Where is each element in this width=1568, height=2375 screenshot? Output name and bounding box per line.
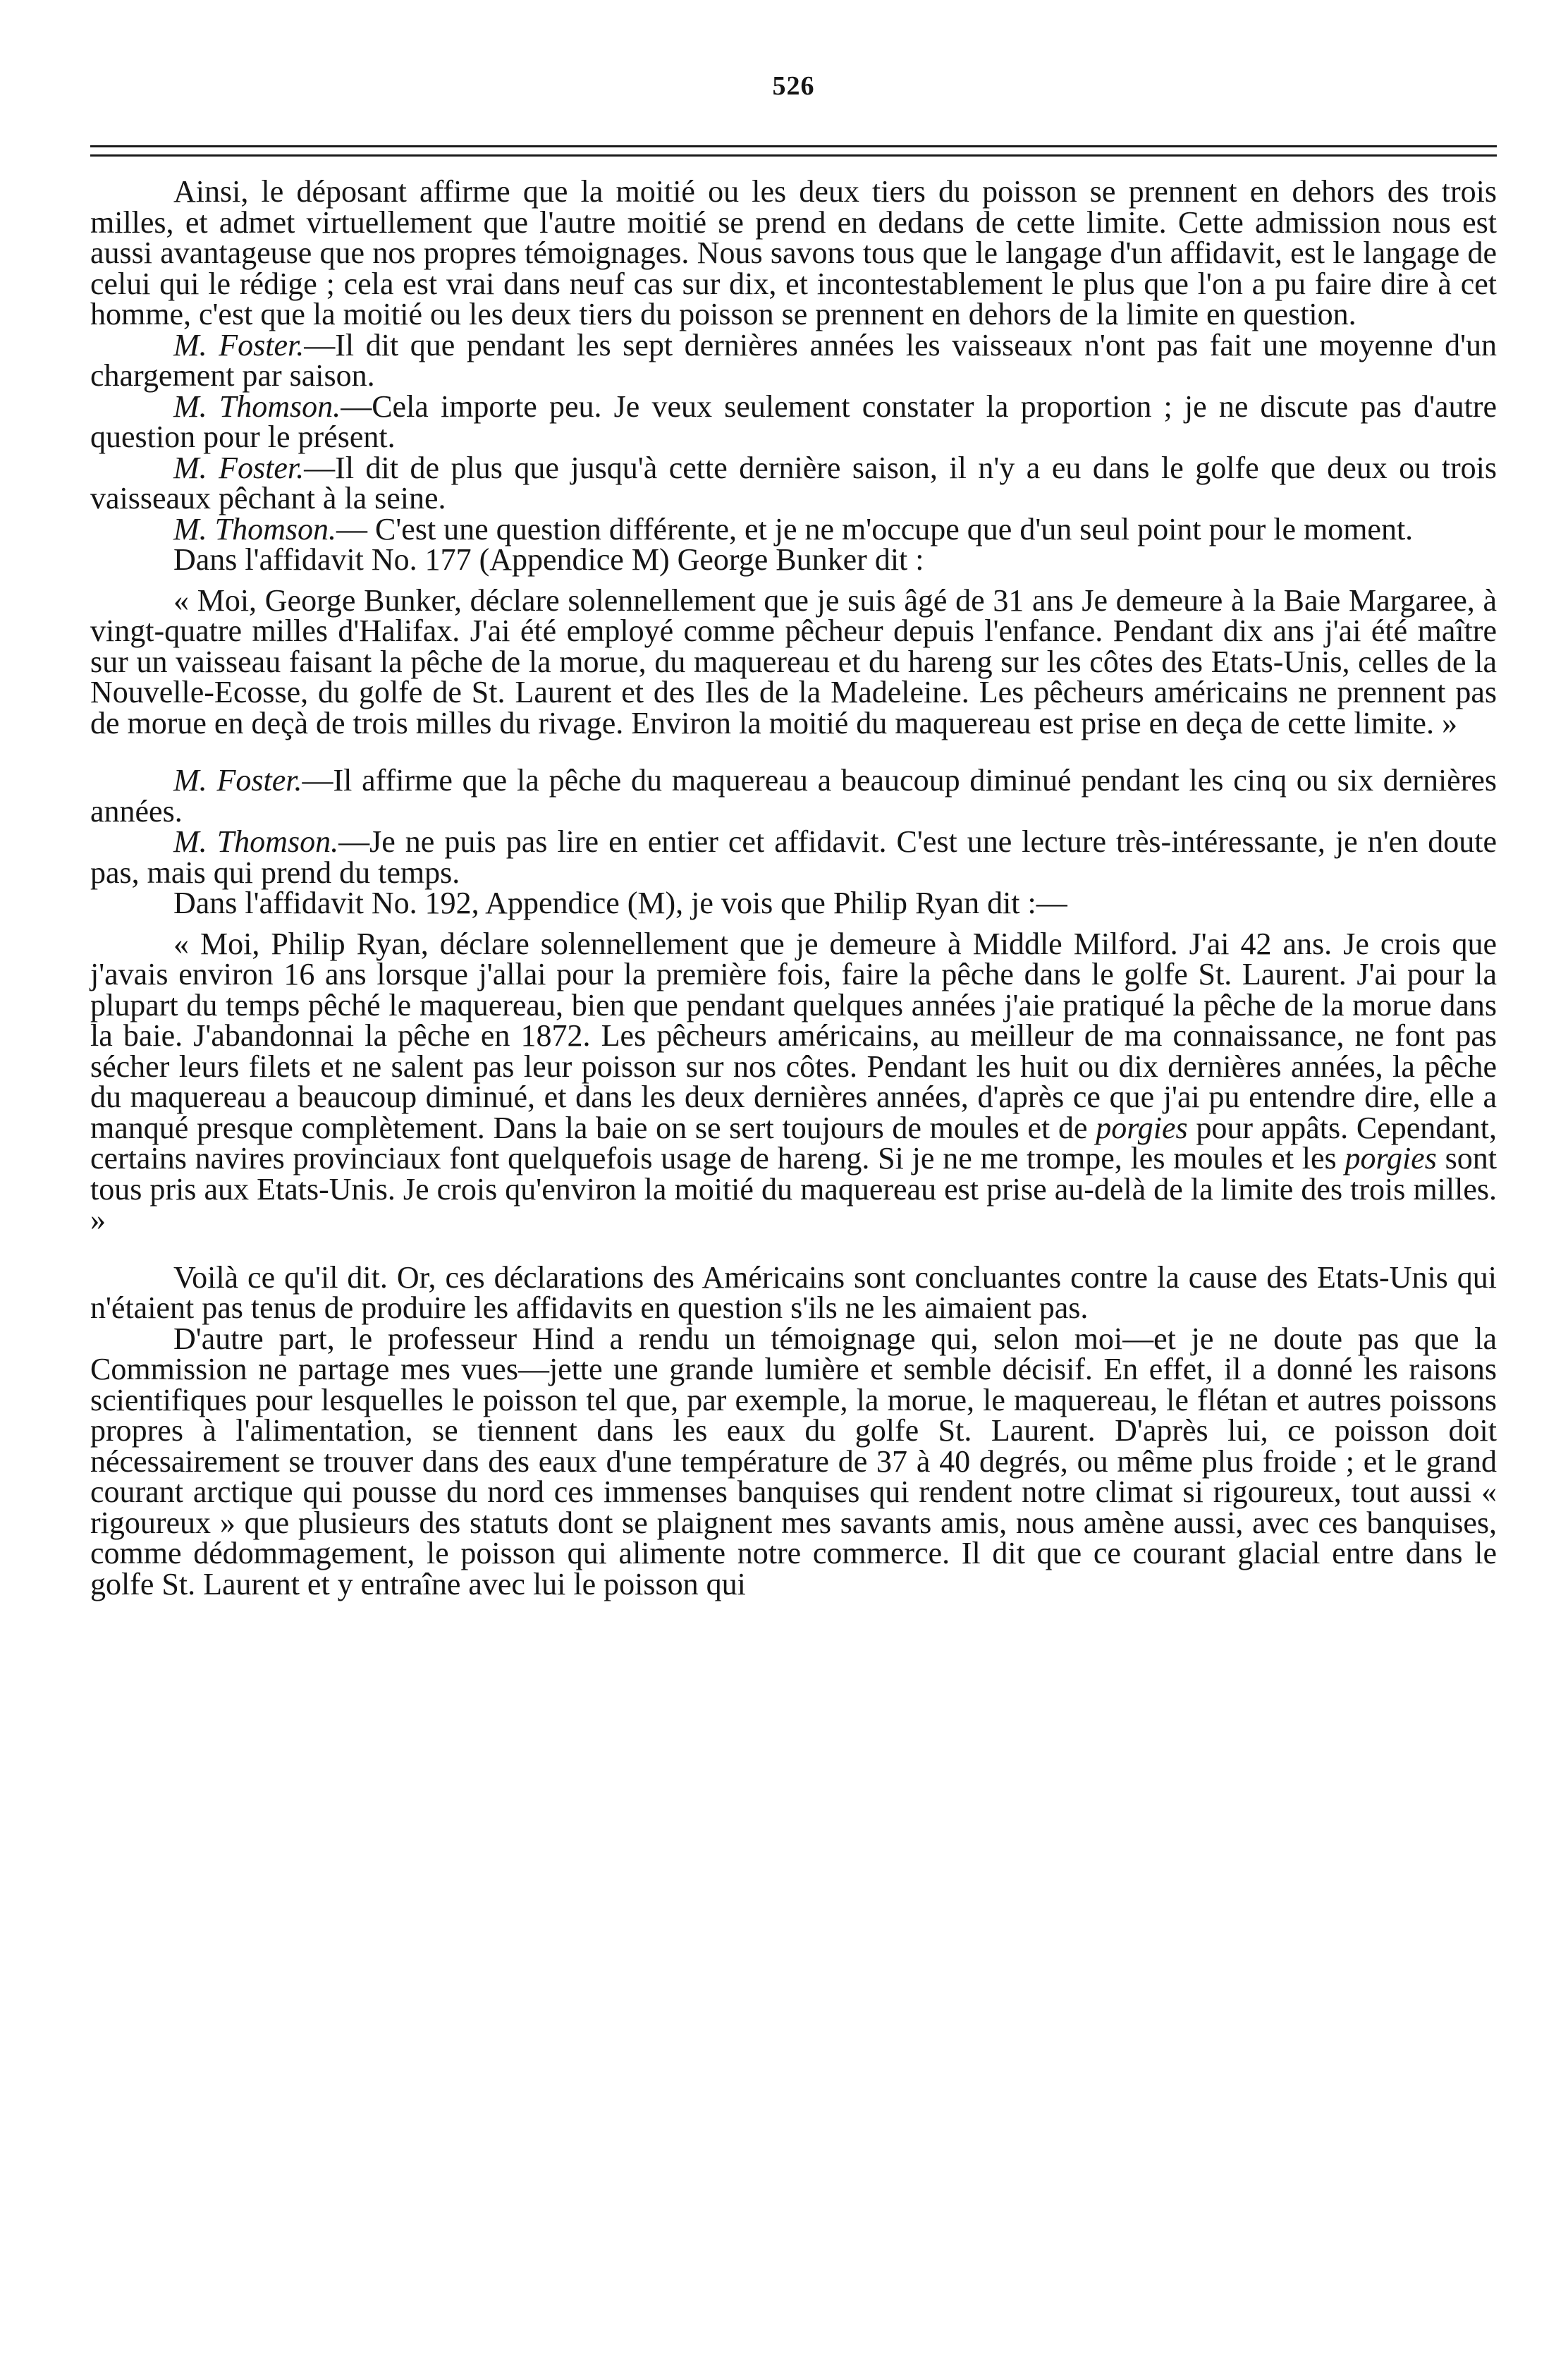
- header-double-rule: [90, 145, 1497, 157]
- speaker-name: M. Foster.: [173, 450, 305, 485]
- paragraph: Dans l'affidavit No. 177 (Appendice M) George Bunker dit :: [173, 542, 924, 577]
- body-text: [90, 176, 1497, 1599]
- dialogue-paragraph: M. Foster.—Il dit que pendant les sept dernières années les vaisseaux n'ont pas fait une moyenne d'un chargement par saison.: [90, 327, 1497, 393]
- document-page: [90, 0, 1497, 2375]
- dialogue-paragraph: M. Thomson.— C'est une question différente, et je ne m'occupe que d'un seul point pour le moment.: [173, 511, 1414, 547]
- speaker-name: M. Thomson.: [173, 389, 341, 424]
- paragraph: Voilà ce qu'il dit. Or, ces déclarations des Américains sont concluantes contre la cause des Etats-Unis qui n'étaient pas tenus de produire les affidavits en question s'ils ne les aimaient pas.: [90, 1259, 1497, 1325]
- paragraph: Ainsi, le déposant affirme que la moitié ou les deux tiers du poisson se prennent en dehors des trois milles, et admet virtuellement que l'autre moitié se prend en dedans de cette limite. Cette admission nous est aussi avantageuse que nos propres témoignages. Nous savons tous que le langage d'un affidavit, est le langage de celui qui le rédige ; cela est vrai dans neuf cas sur dix, et incontestablement le plus que l'on a pu faire dire à cet homme, c'est que la moitié ou les deux tiers du poisson se prennent en dehors de la limite en question.: [90, 174, 1497, 331]
- dialogue-paragraph: M. Foster.—Il affirme que la pêche du maquereau a beaucoup diminué pendant les cinq ou six dernières années.: [90, 763, 1497, 829]
- paragraph: Dans l'affidavit No. 192, Appendice (M), je vois que Philip Ryan dit :—: [173, 886, 1067, 920]
- page-number: 526: [772, 71, 815, 101]
- quoted-affidavit: « Moi, Philip Ryan, déclare solennellement que je demeure à Middle Milford. J'ai 42 ans. Je crois que j'avais environ 16 ans lorsque j'allai pour la première fois, faire la pêche dans le golfe St. Laurent. J'ai pour la plupart du temps pêché le maquereau, bien que pendant quelques années j'aie pratiqué la pêche de la morue dans la baie. J'abandonnai la pêche en 1872. Les pêcheurs américains, au meilleur de ma connaissance, ne font pas sécher leurs filets et ne salent pas leur poisson sur nos côtes. Pendant les huit ou dix dernières années, la pêche du maquereau a beaucoup diminué, et dans les deux dernières années, d'après ce que j'ai pu entendre dire, elle a manqué presque complètement. Dans la baie on se sert toujours de moules et de porgies pour appâts. Cependant, certains navires provinciaux font quelquefois usage de hareng. Si je ne me trompe, les moules et les porgies sont tous pris aux Etats-Unis. Je crois qu'environ la moitié du maquereau est prise au-delà de la limite des trois milles. »: [90, 926, 1497, 1237]
- speaker-name: M. Thomson.: [173, 511, 337, 547]
- paragraph: D'autre part, le professeur Hind a rendu un témoignage qui, selon moi—et je ne doute pas que la Commission ne partage mes vues—jette une grande lumière et semble décisif. En effet, il a donné les raisons scientifiques pour lesquelles le poisson tel que, par exemple, la morue, le maquereau, le flétan et autres poissons propres à l'alimentation, se tiennent dans les eaux du golfe St. Laurent. D'après lui, ce poisson doit nécessairement se trouver dans des eaux d'une température de 37 à 40 degrés, ou même plus froide ; et le grand courant arctique qui pousse du nord ces immenses banquises qui rendent notre climat si rigoureux, tout aussi « rigoureux » que plusieurs des statuts dont se plaignent mes savants amis, nous amène aussi, avec ces banquises, comme dédommagement, le poisson qui alimente notre commerce. Il dit que ce courant glacial entre dans le golfe St. Laurent et y entraîne avec lui le poisson qui: [90, 1321, 1497, 1601]
- speaker-name: M. Thomson.: [173, 824, 339, 859]
- dialogue-paragraph: M. Thomson.—Je ne puis pas lire en entier cet affidavit. C'est une lecture très-intéressante, je n'en doute pas, mais qui prend du temps.: [90, 824, 1497, 890]
- speaker-name: M. Foster.: [173, 763, 302, 798]
- dialogue-paragraph: M. Thomson.—Cela importe peu. Je veux seulement constater la proportion ; je ne discute pas d'autre question pour le présent.: [90, 389, 1497, 454]
- quoted-affidavit: « Moi, George Bunker, déclare solennellement que je suis âgé de 31 ans Je demeure à la Baie Margaree, à vingt-quatre milles d'Halifax. J'ai été employé comme pêcheur depuis l'enfance. Pendant dix ans j'ai été maître sur un vaisseau faisant la pêche de la morue, du maquereau et du hareng sur les côtes des Etats-Unis, celles de la Nouvelle-Ecosse, du golfe de St. Laurent et des Iles de la Madeleine. Les pêcheurs américains ne prennent pas de morue en deçà de trois milles du rivage. Environ la moitié du maquereau est prise en deça de cette limite. »: [90, 582, 1497, 740]
- speaker-name: M. Foster.: [173, 327, 305, 362]
- dialogue-paragraph: M. Foster.—Il dit de plus que jusqu'à cette dernière saison, il n'y a eu dans le golfe que deux ou trois vaisseaux pêchant à la seine.: [90, 450, 1497, 515]
